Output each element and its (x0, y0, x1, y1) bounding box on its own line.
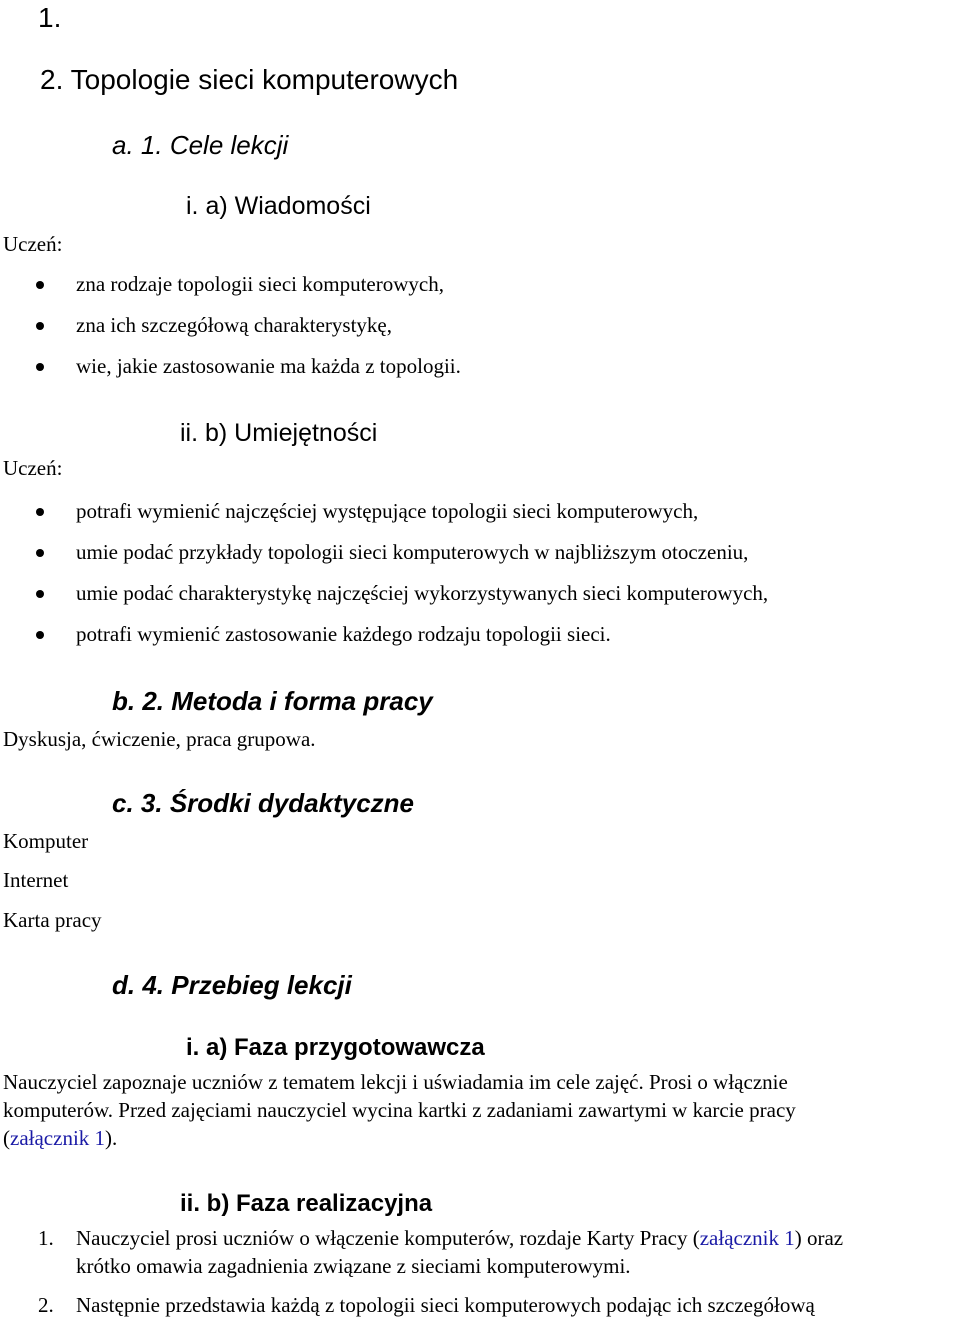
means-item: Komputer (3, 829, 89, 853)
step-number: 1. (38, 1226, 54, 1250)
subsection-heading-prep: i. a) Faza przygotowawcza (186, 1034, 485, 1061)
list-item: zna ich szczegółową charakterystykę, (76, 313, 393, 337)
method-text: Dyskusja, ćwiczenie, praca grupowa. (3, 727, 316, 751)
list-item: umie podać przykłady topologii sieci komputerowych w najbliższym otoczeniu, (76, 540, 749, 564)
step-text (76, 1226, 843, 1251)
paren-close: ). (105, 1126, 118, 1150)
section-heading-method: b. 2. Metoda i forma pracy (112, 686, 433, 716)
paren-open: ( (3, 1126, 10, 1150)
student-label: Uczeń: (3, 232, 63, 256)
subsection-heading-realization: ii. b) Faza realizacyjna (180, 1190, 433, 1217)
bullet-icon (36, 363, 44, 371)
bullet-icon (36, 508, 44, 516)
step-text-a: Nauczyciel prosi uczniów o włączenie komputerów, rozdaje Karty Pracy ( (76, 1226, 700, 1250)
attachment-link[interactable]: załącznik 1 (699, 1226, 795, 1250)
prep-text-line: Nauczyciel zapoznaje uczniów z tematem lekcji i uświadamia im cele zajęć. Prosi o włącznie (3, 1070, 788, 1094)
step-text-line2: krótko omawia zagadnienia związane z sieciami komputerowymi. (76, 1254, 631, 1278)
section-heading-means: c. 3. Środki dydaktyczne (112, 788, 415, 818)
means-item: Karta pracy (3, 908, 102, 932)
section-heading-goals: a. 1. Cele lekcji (112, 130, 289, 160)
means-item: Internet (3, 868, 69, 892)
list-item: potrafi wymienić zastosowanie każdego rodzaju topologii sieci. (76, 622, 611, 646)
subsection-heading-knowledge: i. a) Wiadomości (186, 192, 371, 220)
page-title: 2. Topologie sieci komputerowych (40, 64, 459, 95)
list-item: umie podać charakterystykę najczęściej wykorzystywanych sieci komputerowych, (76, 581, 769, 605)
list-item: wie, jakie zastosowanie ma każda z topologii. (76, 354, 461, 378)
bullet-icon (36, 322, 44, 330)
step-text: Następnie przedstawia każdą z topologii sieci komputerowych podając ich szczegółową (76, 1293, 815, 1317)
step-number: 2. (38, 1293, 54, 1317)
bullet-icon (36, 590, 44, 598)
step-text-b: ) oraz (794, 1226, 844, 1250)
subsection-heading-skills: ii. b) Umiejętności (180, 419, 378, 447)
section-heading-course: d. 4. Przebieg lekcji (112, 970, 352, 1000)
bullet-icon (36, 549, 44, 557)
list-item: zna rodzaje topologii sieci komputerowych, (76, 272, 444, 296)
prep-text-line: komputerów. Przed zajęciami nauczyciel wycina kartki z zadaniami zawartymi w karcie pracy (3, 1098, 796, 1122)
bullet-icon (36, 631, 44, 639)
bullet-icon (36, 281, 44, 289)
attachment-link[interactable]: załącznik 1 (10, 1126, 106, 1150)
list-item: potrafi wymienić najczęściej występujące topologii sieci komputerowych, (76, 499, 699, 523)
prep-text-line (3, 1126, 117, 1151)
list-number: 1. (38, 2, 62, 33)
student-label: Uczeń: (3, 456, 63, 480)
